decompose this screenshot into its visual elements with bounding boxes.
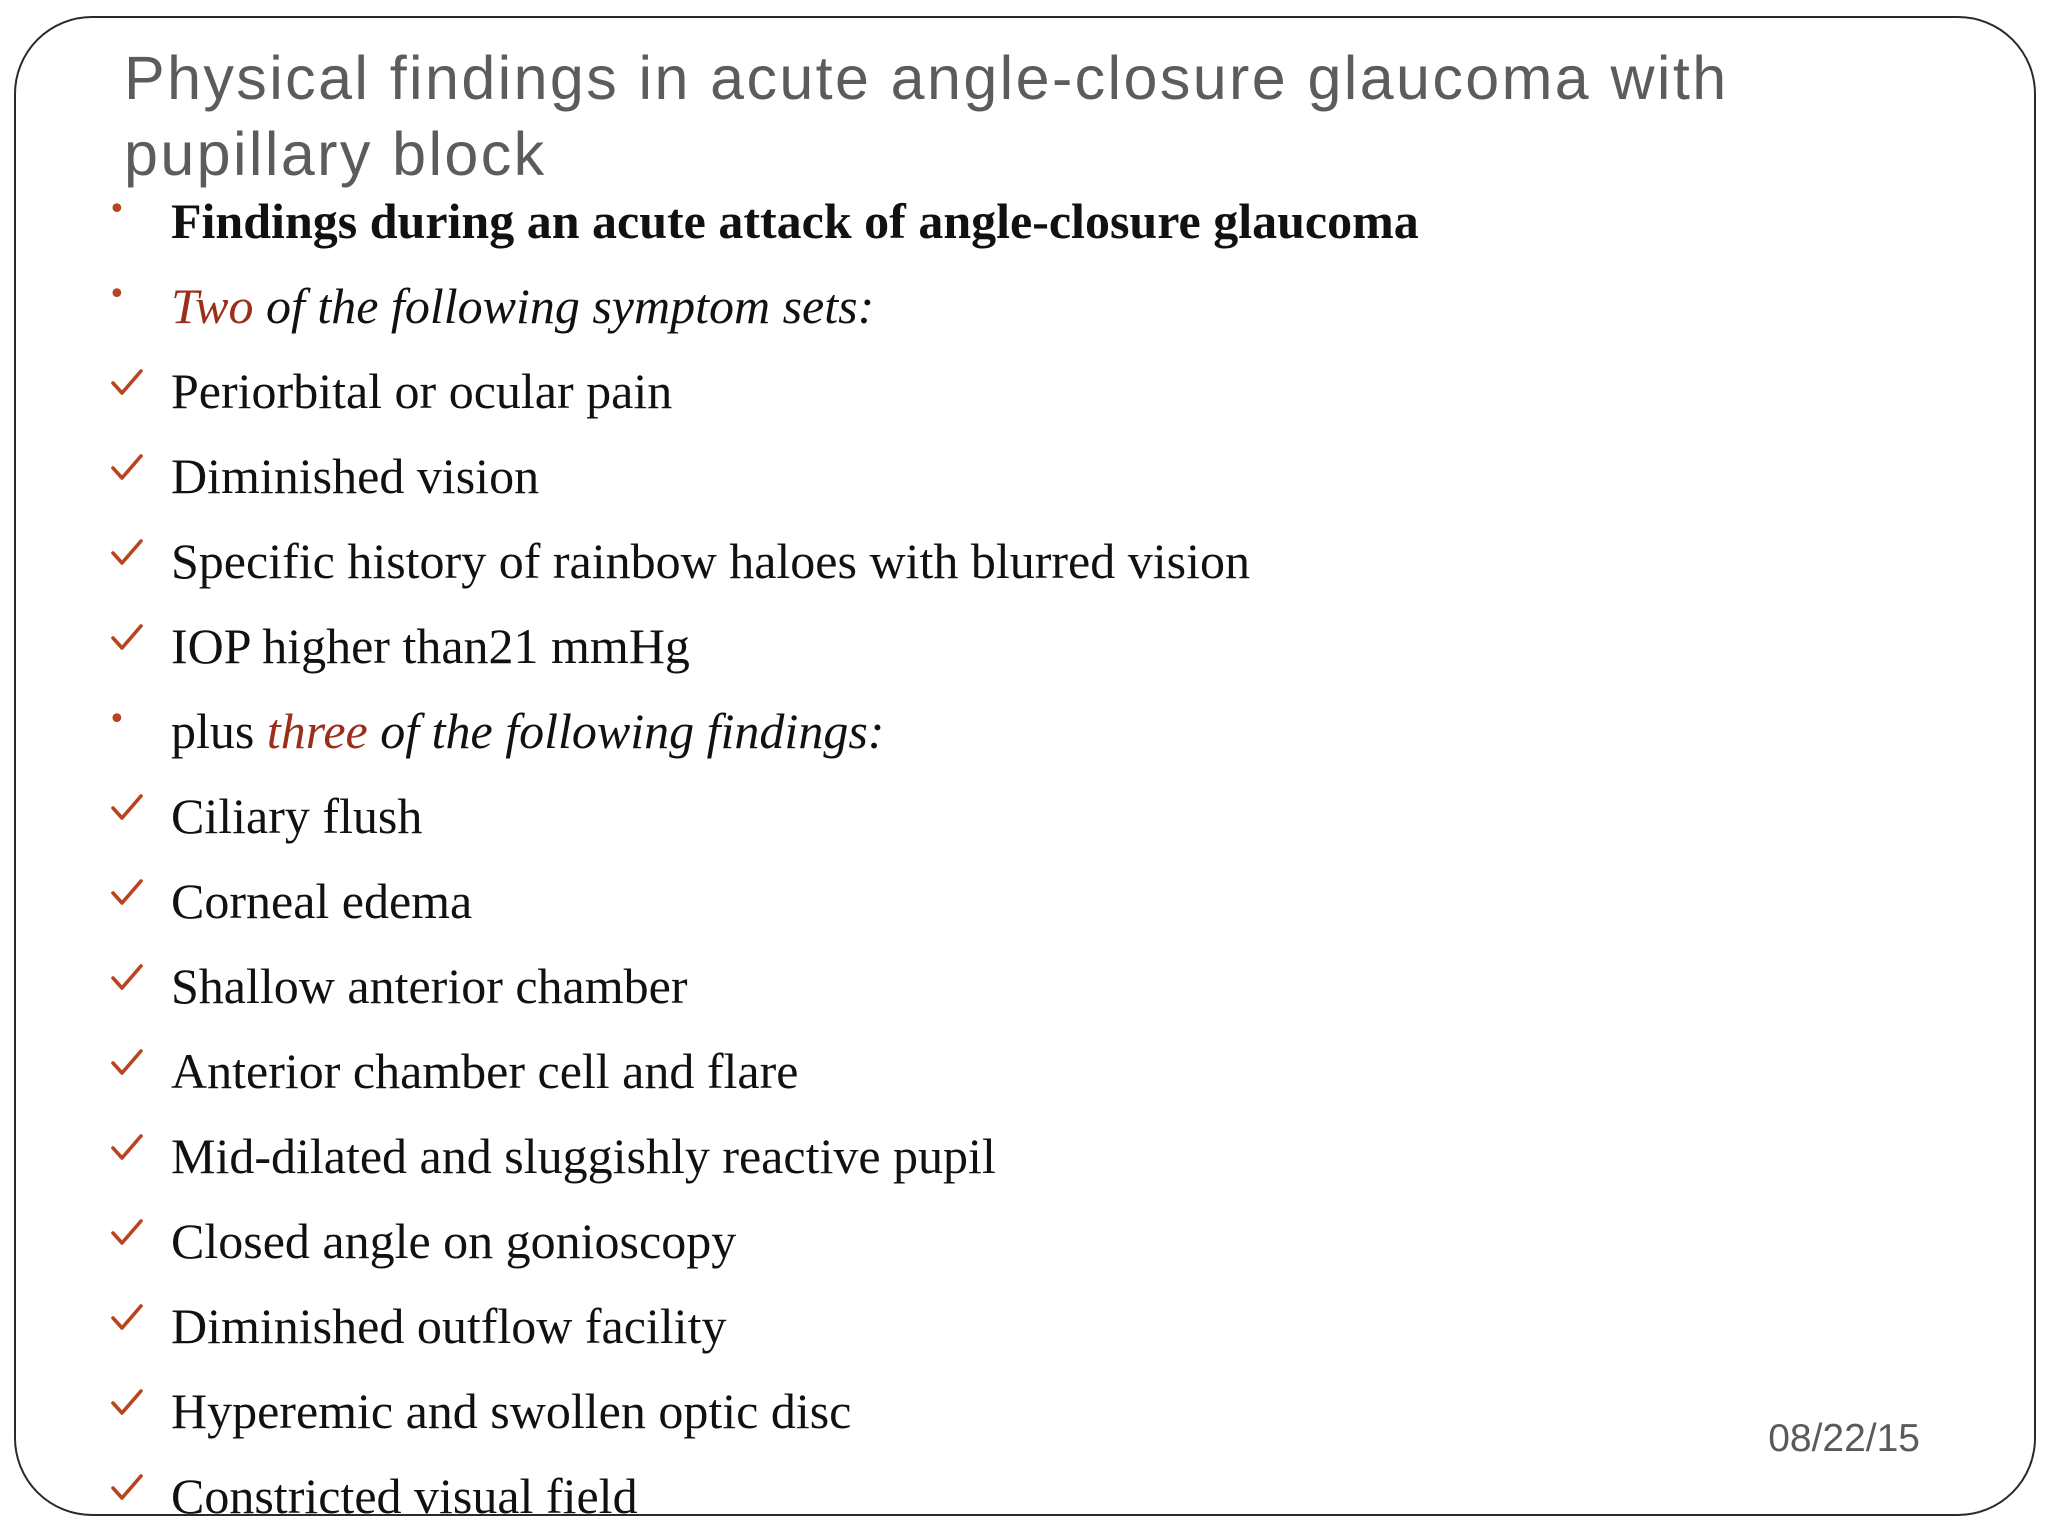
check-icon: [108, 1461, 148, 1531]
list-item: [0, 1206, 2048, 1291]
accent-word: Two: [171, 278, 254, 334]
check-icon: [108, 1376, 148, 1446]
list-item-text-rest: of the following findings:: [367, 703, 885, 759]
list-item-text: Diminished outflow facility: [171, 1298, 727, 1354]
bullet-icon: •: [108, 702, 126, 737]
check-icon: [108, 951, 148, 1021]
check-icon: [108, 356, 148, 426]
list-item-text: Specific history of rainbow haloes with blurred vision: [171, 533, 1250, 589]
bullet-icon: •: [108, 192, 126, 227]
list-item-text: [171, 696, 884, 766]
list-item-text: Corneal edema: [171, 873, 473, 929]
slide-date: 08/22/15: [1768, 1417, 1920, 1460]
list-item: [0, 781, 2048, 866]
check-icon: [108, 1121, 148, 1191]
check-icon: [108, 1206, 148, 1276]
list-item: [0, 271, 2048, 356]
list-item: [0, 526, 2048, 611]
list-item: [0, 441, 2048, 526]
list-item-text-rest: of the following symptom sets:: [253, 278, 875, 334]
check-icon: [108, 1036, 148, 1106]
list-item: [0, 186, 2048, 271]
list-item-text-lead: plus: [171, 703, 267, 759]
accent-word: three: [266, 703, 368, 759]
list-item-text: Shallow anterior chamber: [171, 958, 688, 1014]
list-item: [0, 866, 2048, 951]
list-item-text: IOP higher than21 mmHg: [171, 618, 690, 674]
list-item: [0, 1121, 2048, 1206]
list-item: [0, 1036, 2048, 1121]
list-item-text: Ciliary flush: [171, 788, 423, 844]
list-item: [0, 951, 2048, 1036]
check-icon: [108, 526, 148, 596]
check-icon: [108, 1291, 148, 1361]
check-icon: [108, 441, 148, 511]
list-item-text: Anterior chamber cell and flare: [171, 1043, 799, 1099]
check-icon: [108, 611, 148, 681]
list-item: [0, 1461, 2048, 1536]
list-item-text: Hyperemic and swollen optic disc: [171, 1383, 852, 1439]
list-item-text: Closed angle on gonioscopy: [171, 1213, 737, 1269]
check-icon: [108, 866, 148, 936]
list-item-text: Constricted visual field: [171, 1468, 638, 1524]
list-item-text: Mid-dilated and sluggishly reactive pupil: [171, 1128, 996, 1184]
list-item: [0, 356, 2048, 441]
slide-title: Physical findings in acute angle-closure glaucoma with pupillary block: [124, 44, 1729, 188]
list-item: [0, 611, 2048, 696]
list-item-text: Diminished vision: [171, 448, 540, 504]
check-icon: [108, 781, 148, 851]
findings-list: [0, 186, 2048, 1536]
list-item-text: Periorbital or ocular pain: [171, 363, 673, 419]
list-item: [0, 696, 2048, 781]
list-item-text: Findings during an acute attack of angle-closure glaucoma: [171, 193, 1419, 249]
list-item-text: [171, 271, 874, 341]
list-item: [0, 1291, 2048, 1376]
bullet-icon: •: [108, 277, 126, 312]
